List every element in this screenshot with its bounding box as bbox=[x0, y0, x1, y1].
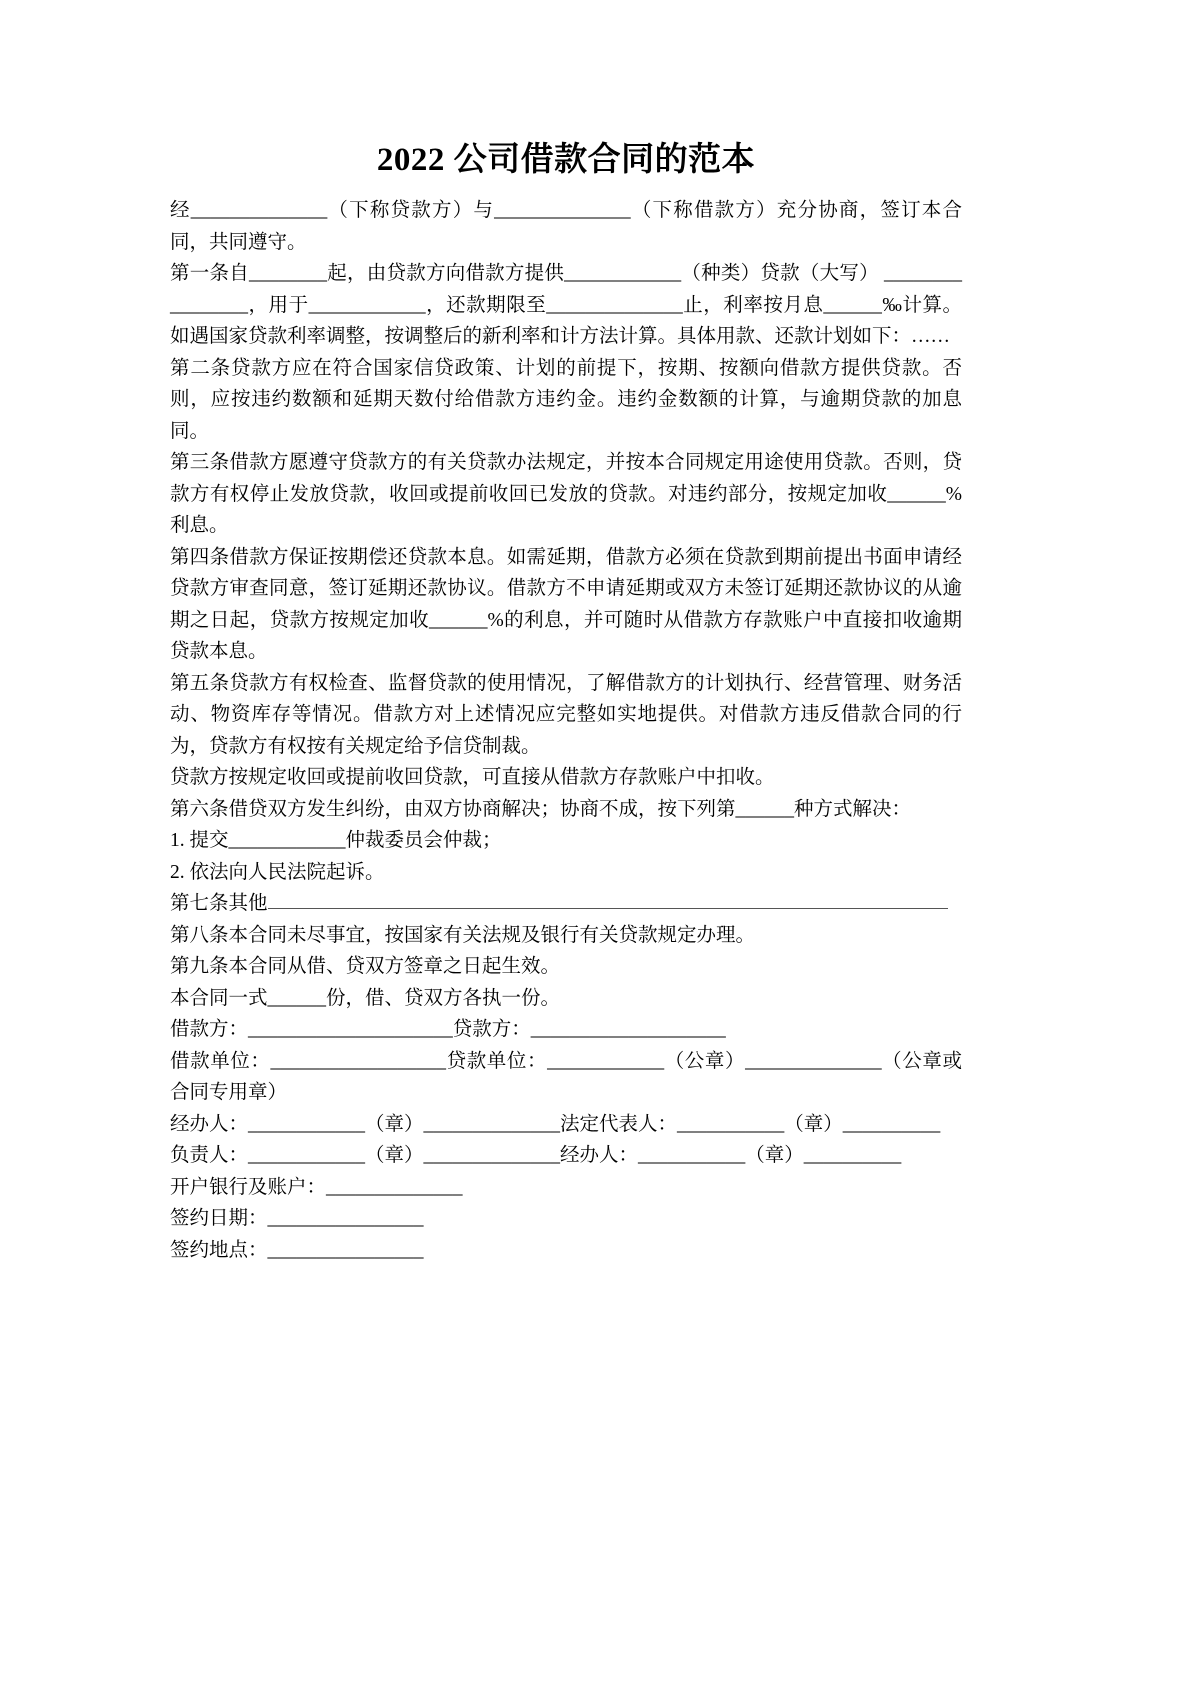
paragraph-clause-seven bbox=[170, 888, 962, 920]
paragraph-clause-eight: 第八条本合同未尽事宜，按国家有关法规及银行有关贷款规定办理。 bbox=[170, 924, 756, 946]
signature-handler-representative: 经办人：____________（章）______________法定代表人：___________（章）__________ bbox=[170, 1113, 941, 1135]
paragraph-dispute-option-1: 1. 提交____________仲裁委员会仲裁； bbox=[170, 830, 502, 852]
document-content bbox=[170, 140, 962, 1266]
paragraph-clause-nine: 第九条本合同从借、贷双方签章之日起生效。 bbox=[170, 956, 561, 978]
paragraph-clause-four: 第四条借款方保证按期偿还贷款本息。如需延期，借款方必须在贷款到期前提出书面申请经贷款方审查同意，签订延期还款协议。借款方不申请延期或双方未签订延期还款协议的从逾期之日起，贷款方按规定加收______%的利息，并可随时从借款方存款账户中直接扣收逾期贷款本息。 bbox=[170, 546, 962, 663]
clause-seven-label: 第七条其他 bbox=[170, 893, 268, 915]
paragraph-clause-two: 第二条贷款方应在符合国家信贷政策、计划的前提下，按期、按额向借款方提供贷款。否则，应按违约数额和延期天数付给借款方违约金。违约金数额的计算，与逾期贷款的加息同。 bbox=[170, 357, 962, 442]
page-title: 2022 公司借款合同的范本 bbox=[376, 142, 756, 178]
paragraph-preamble: 经______________（下称贷款方）与______________（下称借款方）充分协商，签订本合同，共同遵守。 bbox=[170, 200, 962, 253]
signature-date: 签约日期：________________ bbox=[170, 1208, 424, 1230]
signature-principal-handler: 负责人：____________（章）______________经办人：___________（章）__________ bbox=[170, 1145, 902, 1167]
paragraph-clause-six: 第六条借贷双方发生纠纷，由双方协商解决；协商不成，按下列第______种方式解决： bbox=[170, 798, 912, 820]
paragraph-copies: 本合同一式______份，借、贷双方各执一份。 bbox=[170, 987, 561, 1009]
paragraph-clause-five: 第五条贷款方有权检查、监督贷款的使用情况，了解借款方的计划执行、经营管理、财务活动、物资库存等情况。借款方对上述情况应完整如实地提供。对借款方违反借款合同的行为，贷款方有权按有关规定给予信贷制裁。 bbox=[170, 672, 962, 757]
signature-units: 借款单位：__________________贷款单位：____________（公章）______________（公章或合同专用章） bbox=[170, 1050, 962, 1104]
signature-parties: 借款方：_____________________贷款方：____________________ bbox=[170, 1019, 726, 1041]
paragraph-clause-five-cont: 贷款方按规定收回或提前收回贷款，可直接从借款方存款账户中扣收。 bbox=[170, 767, 775, 789]
clause-seven-fill-rule bbox=[268, 892, 948, 910]
paragraph-clause-one: 第一条自________起，由贷款方向借款方提供____________（种类）贷款（大写） ________________，用于____________，还款期限至______________止，利率按月息______‰计算。如遇国家贷款利率调整，按调整后的新利率和计方法计算。具体用款、还款计划如下：…… bbox=[170, 263, 962, 348]
paragraph-clause-three: 第三条借款方愿遵守贷款方的有关贷款办法规定，并按本合同规定用途使用贷款。否则，贷款方有权停止发放贷款，收回或提前收回已发放的贷款。对违约部分，按规定加收______%利息。 bbox=[170, 452, 962, 537]
signature-bank-account: 开户银行及账户：______________ bbox=[170, 1176, 463, 1198]
signature-place: 签约地点：________________ bbox=[170, 1239, 424, 1261]
paragraph-dispute-option-2: 2. 依法向人民法院起诉。 bbox=[170, 861, 385, 883]
